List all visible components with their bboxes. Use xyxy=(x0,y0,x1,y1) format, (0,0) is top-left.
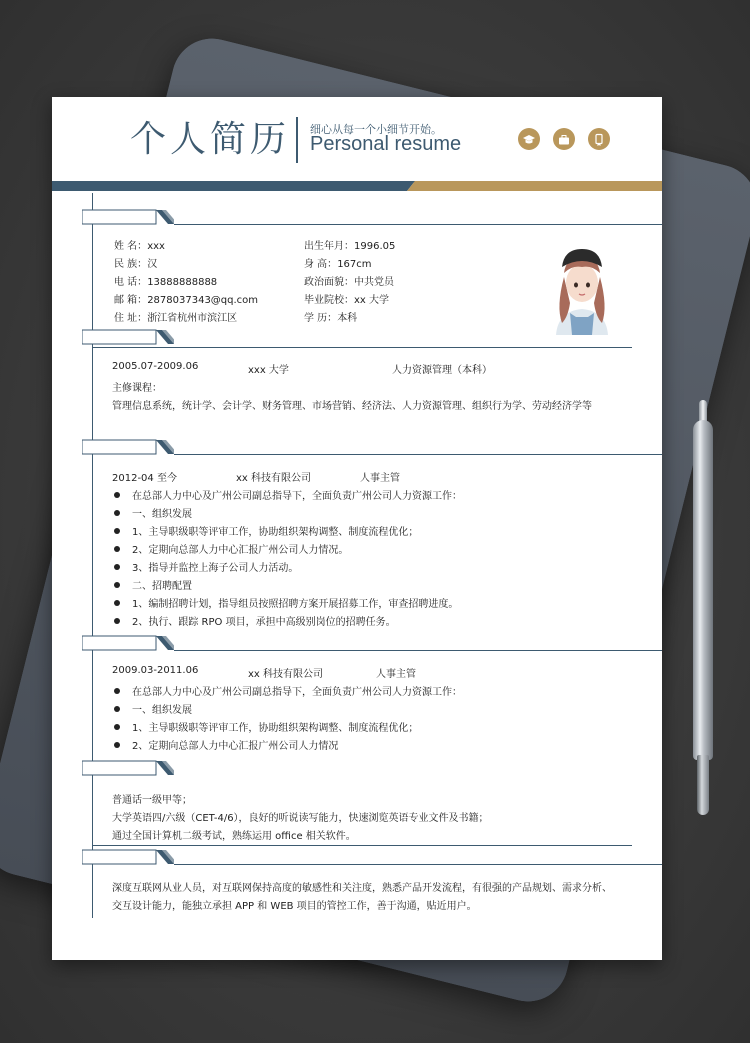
resume-slogan: 细心从每一个小细节开始。 xyxy=(310,123,442,136)
job1-position: 人事主管 xyxy=(360,473,400,484)
job2-item: 在总部人力中心及广州公司副总指导下，全面负责广州公司人力资源工作： xyxy=(114,683,462,698)
edu-major: 人力资源管理（本科） xyxy=(392,365,492,376)
address-value: 浙江省杭州市滨江区 xyxy=(147,313,238,324)
job1-item: 在总部人力中心及广州公司副总指导下，全面负责广州公司人力资源工作： xyxy=(114,487,462,502)
job1-item: 1、主导职级职等评审工作，协助组织架构调整、制度流程优化； xyxy=(114,523,418,538)
degree-value: 本科 xyxy=(337,313,358,324)
phone-value: 13888888888 xyxy=(147,277,218,288)
section-education-header xyxy=(82,329,632,349)
birth-value: 1996.05 xyxy=(354,241,396,252)
school-label: 毕业院校： xyxy=(304,295,354,306)
nation-value: 汉 xyxy=(147,259,158,270)
address-label: 住 址： xyxy=(114,313,148,324)
self-eval-line: 交互设计能力，能独立承担 APP 和 WEB 项目的管控工作，善于沟通，贴近用户。 xyxy=(112,901,477,912)
pen-decoration xyxy=(688,400,718,820)
degree-label: 学 历： xyxy=(304,313,338,324)
job1-company: xx 科技有限公司 xyxy=(236,473,312,484)
section-work2-header xyxy=(82,635,632,655)
birth-label: 出生年月： xyxy=(304,241,354,252)
title-divider xyxy=(296,117,298,163)
briefcase-icon xyxy=(553,128,575,150)
height-label: 身 高： xyxy=(304,259,338,270)
edu-period: 2005.07-2009.06 xyxy=(112,361,199,372)
height-value: 167cm xyxy=(337,259,372,270)
header-icons xyxy=(518,128,623,150)
skill-item: 通过全国计算机二级考试，熟练运用 office 相关软件。 xyxy=(112,831,356,842)
name-label: 姓 名： xyxy=(114,241,148,252)
job1-item: 3、指导并监控上海子公司人力活动。 xyxy=(114,559,298,574)
job2-item: 一、组织发展 xyxy=(114,701,192,716)
job2-company: xx 科技有限公司 xyxy=(248,669,324,680)
skill-item: 大学英语四/六级（CET-4/6），良好的听说读写能力，快速浏览英语专业文件及书籍； xyxy=(112,813,489,824)
avatar xyxy=(542,237,622,337)
school-value: xx 大学 xyxy=(354,295,390,306)
nation-label: 民 族： xyxy=(114,259,148,270)
resume-title-en: Personal resume xyxy=(310,133,462,155)
politics-label: 政治面貌： xyxy=(304,277,354,288)
job2-period: 2009.03-2011.06 xyxy=(112,665,199,676)
header-bar-blue xyxy=(52,181,407,191)
job2-position: 人事主管 xyxy=(376,669,416,680)
graduation-cap-icon xyxy=(518,128,540,150)
job1-item: 1、编制招聘计划，指导组员按照招聘方案开展招募工作，审查招聘进度。 xyxy=(114,595,458,610)
section-tab xyxy=(82,209,174,225)
self-eval-line: 深度互联网从业人员，对互联网保持高度的敏感性和关注度，熟悉产品开发流程，有很强的产品规划、需求分析、 xyxy=(112,883,612,894)
section-self-eval-header xyxy=(82,849,632,869)
header-bar-gold xyxy=(414,181,662,191)
edu-courses-label: 主修课程： xyxy=(112,383,162,394)
job1-item: 2、执行、跟踪 RPO 项目，承担中高级别岗位的招聘任务。 xyxy=(114,613,396,628)
job2-item: 1、主导职级职等评审工作，协助组织架构调整、制度流程优化； xyxy=(114,719,418,734)
resume-title-cn: 个人简历 xyxy=(130,119,291,160)
edu-school: xxx 大学 xyxy=(248,365,289,376)
name-value: xxx xyxy=(147,241,165,252)
email-label: 邮 箱： xyxy=(114,295,148,306)
job1-item: 2、定期向总部人力中心汇报广州公司人力情况。 xyxy=(114,541,348,556)
section-skills-header xyxy=(82,760,632,780)
timeline-line xyxy=(92,193,93,918)
email-value: 2878037343@qq.com xyxy=(147,295,259,306)
section-basic-header xyxy=(82,209,632,229)
edu-courses: 管理信息系统，统计学、会计学、财务管理、市场营销、经济法、人力资源管理、组织行为学、劳动经济学等 xyxy=(112,401,592,412)
job1-period: 2012-04 至今 xyxy=(112,473,177,484)
resume-page xyxy=(52,97,662,960)
section-work-header xyxy=(82,439,632,459)
phone-label: 电 话： xyxy=(114,277,148,288)
award-icon xyxy=(588,128,610,150)
job1-item: 二、招聘配置 xyxy=(114,577,192,592)
job1-item: 一、组织发展 xyxy=(114,505,192,520)
politics-value: 中共党员 xyxy=(354,277,394,288)
skill-item: 普通话一级甲等； xyxy=(112,795,192,806)
job2-item: 2、定期向总部人力中心汇报广州公司人力情况 xyxy=(114,737,338,752)
